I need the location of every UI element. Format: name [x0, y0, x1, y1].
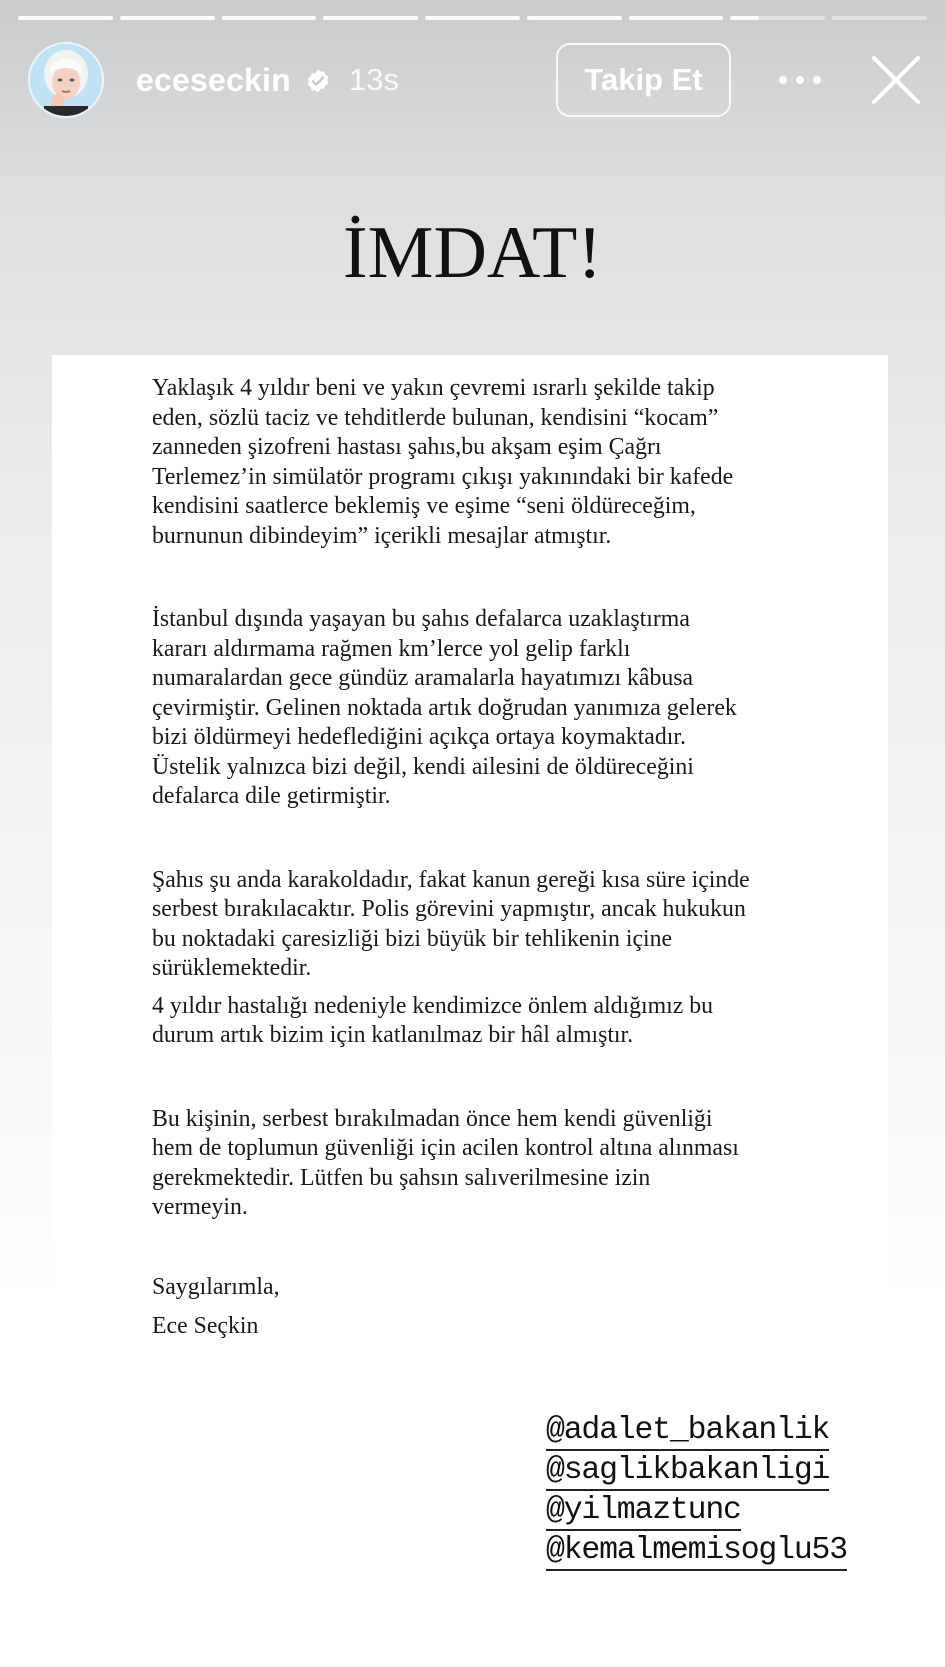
progress-segment: [527, 16, 622, 20]
post-time: 13s: [349, 62, 399, 97]
progress-segment: [120, 16, 215, 20]
letter-paragraph: Bu kişinin, serbest bırakılmadan önce hem kendi güvenliği hem de toplumun güvenliği için acilen kontrol altına alınması gerekmektedir. Lütfen bu şahsın salıverilmesine izin vermeyin.: [152, 1105, 739, 1220]
letter-closing: Saygılarımla,: [152, 1273, 280, 1300]
letter-paragraph: 4 yıldır hastalığı nedeniyle kendimizce önlem aldığımız bu durum artık bizim için katlanılmaz bir hâl almıştır.: [152, 992, 714, 1048]
progress-segment: [323, 16, 418, 20]
progress-segment-current: [730, 16, 825, 20]
mention-link[interactable]: @yilmaztunc: [546, 1493, 741, 1531]
letter-paragraph: Şahıs şu anda karakoldadır, fakat kanun gereği kısa süre içinde serbest bırakılacaktır. Polis görevini yapmıştır, ancak hukukun bu noktadaki çaresizliği bizi büyük bir tehlikenin içine sürüklemektedir.: [152, 866, 750, 981]
avatar[interactable]: [28, 42, 104, 118]
mention-list: [546, 1413, 847, 1573]
letter-signature: Ece Seçkin: [152, 1313, 259, 1339]
progress-segment: [629, 16, 724, 20]
verified-badge-icon: [305, 68, 331, 94]
more-options-icon[interactable]: [775, 60, 825, 100]
progress-segment: [18, 16, 113, 20]
username[interactable]: eceseckin: [136, 62, 291, 98]
mention-link[interactable]: @kemalmemisoglu53: [546, 1533, 847, 1571]
letter-paragraph: İstanbul dışında yaşayan bu şahıs defalarca uzaklaştırma kararı aldırmama rağmen km’lerce yol gelip farklı numaralardan gece gündüz aramalarla hayatımızı kâbusa çevirmiştir. Gelinen noktada artık doğrudan yanımıza gelerek bizi öldürmeyi hedeflediğini açıkça ortaya koymaktadır. Üstelik yalnızca bizi değil, kendi ailesini de öldüreceğini defalarca dile getirmiştir.: [152, 606, 737, 809]
letter-document: [52, 355, 888, 1365]
mention-link[interactable]: @saglikbakanligi: [546, 1453, 829, 1491]
letter-paragraph: Yaklaşık 4 yıldır beni ve yakın çevremi ısrarlı şekilde takip eden, sözlü taciz ve tehditlerde bulunan, kendisini “kocam” zanneden şizofreni hastası şahıs,bu akşam eşim Çağrı Terlemez’in simülatör programı çıkışı yakınındaki bir kafede kendisini saatlerce beklemiş ve eşime “seni öldüreceğim, burnunun dibindeyim” içerikli mesajlar atmıştır.: [152, 375, 734, 549]
progress-segment: [832, 16, 927, 20]
follow-button[interactable]: Takip Et: [556, 43, 731, 117]
progress-segment: [425, 16, 520, 20]
mention-link[interactable]: @adalet_bakanlik: [546, 1413, 829, 1451]
post-title: İMDAT!: [343, 212, 602, 294]
close-icon[interactable]: [868, 52, 924, 108]
story-progress-bar: [18, 16, 927, 21]
avatar-image: [30, 44, 102, 116]
progress-segment: [222, 16, 317, 20]
